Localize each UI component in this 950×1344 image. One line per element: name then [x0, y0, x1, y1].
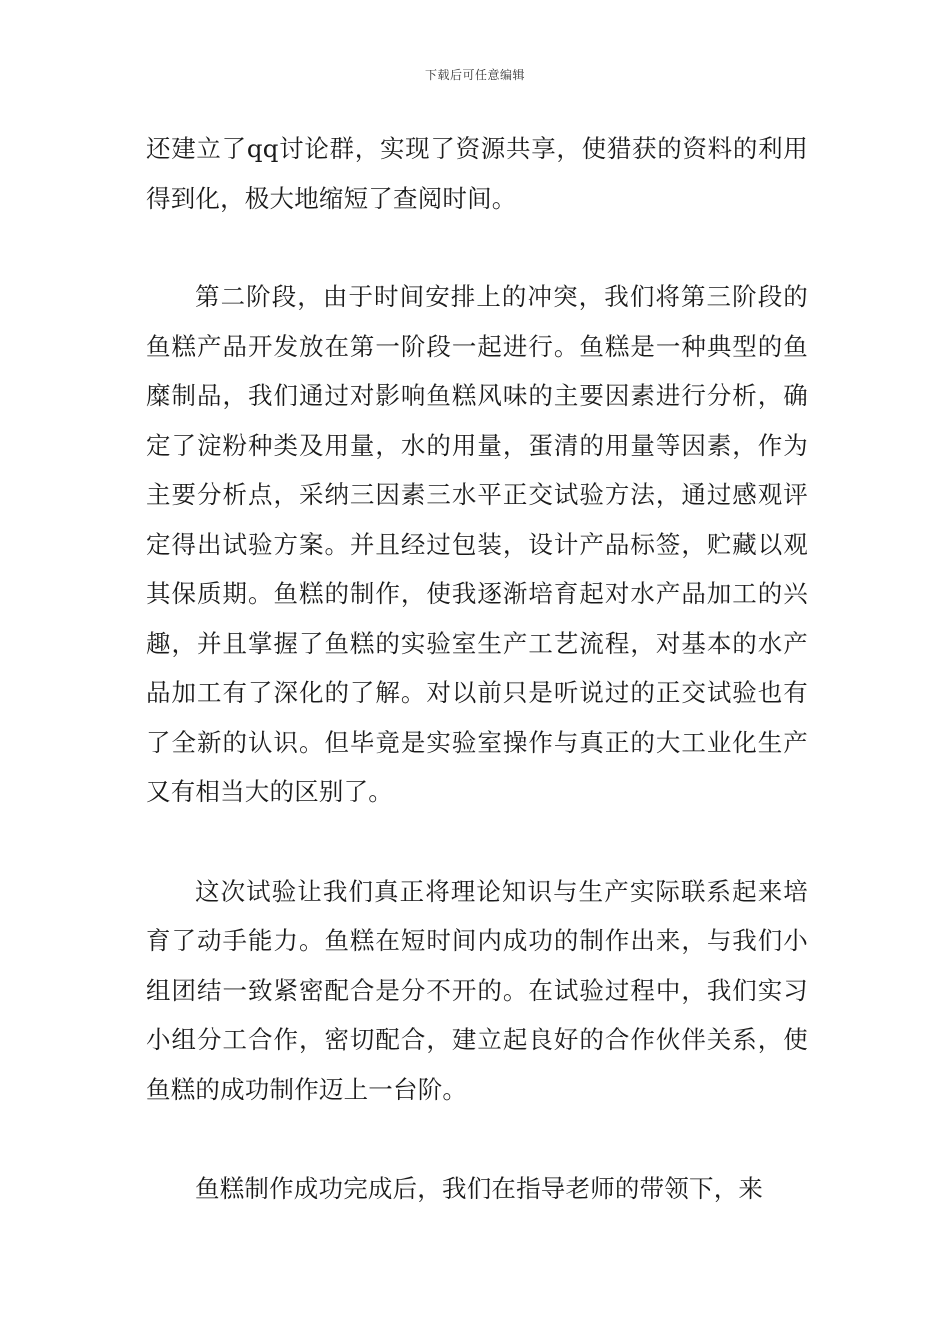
paragraph-experiment: 这次试验让我们真正将理论知识与生产实际联系起来培育了动手能力。鱼糕在短时间内成功的制作出来，与我们小组团结一致紧密配合是分不开的。在试验过程中，我们实习小组分工合作，密切配合，建立起良好的合作伙伴关系，使鱼糕的成功制作迈上一台阶。 [146, 876, 808, 1104]
header-note: 下载后可任意编辑 [424, 68, 525, 82]
document-body [146, 124, 808, 1214]
paragraph-after-completion: 鱼糕制作成功完成后，我们在指导老师的带领下，来 [195, 1174, 764, 1203]
paragraph-continued: 还建立了qq讨论群，实现了资源共享，使猎获的资料的利用得到化，极大地缩短了查阅时间。 [146, 134, 808, 213]
paragraph-stage-two: 第二阶段，由于时间安排上的冲突，我们将第三阶段的鱼糕产品开发放在第一阶段一起进行。鱼糕是一种典型的鱼糜制品，我们通过对影响鱼糕风味的主要因素进行分析，确定了淀粉种类及用量，水的用量，蛋清的用量等因素，作为主要分析点，采纳三因素三水平正交试验方法，通过感观评定得出试验方案。并且经过包装，设计产品标签，贮藏以观其保质期。鱼糕的制作，使我逐渐培育起对水产品加工的兴趣，并且掌握了鱼糕的实验室生产工艺流程，对基本的水产品加工有了深化的了解。对以前只是听说过的正交试验也有了全新的认识。但毕竟是实验室操作与真正的大工业化生产又有相当大的区别了。 [146, 282, 808, 806]
